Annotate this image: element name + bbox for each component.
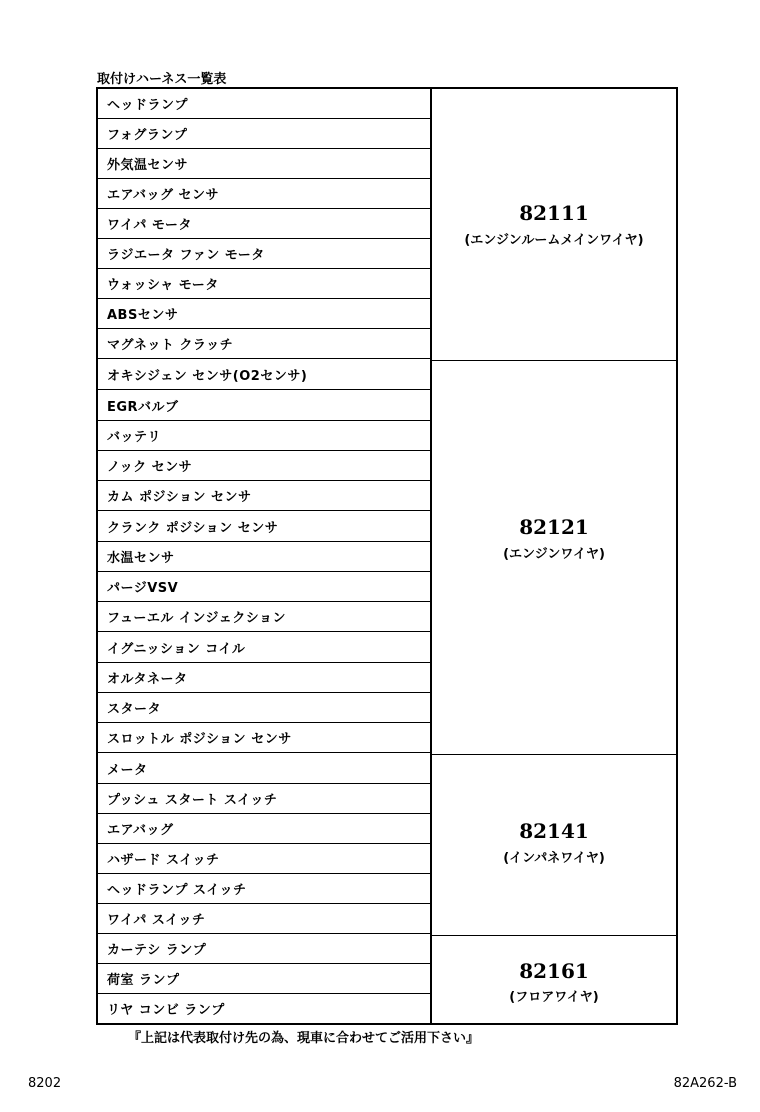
harness-name: (エンジンルームメインワイヤ)	[464, 233, 644, 248]
table-row: 外気温センサ	[98, 149, 430, 179]
harness-table	[96, 87, 678, 1025]
table-row: カム ポジション センサ	[98, 481, 430, 511]
figure-code: 82A262-B	[673, 1076, 737, 1091]
harness-column	[430, 89, 676, 1023]
harness-group	[432, 936, 676, 1023]
table-row: エアバッグ	[98, 814, 430, 844]
table-row: ABSセンサ	[98, 299, 430, 329]
table-row: カーテシ ランプ	[98, 934, 430, 964]
harness-group	[432, 361, 676, 755]
table-row: スロットル ポジション センサ	[98, 723, 430, 753]
table-row: リヤ コンビ ランプ	[107, 1003, 225, 1018]
table-title: 取付けハーネス一覧表	[97, 72, 227, 87]
table-row: ワイパ モータ	[98, 209, 430, 239]
table-row: 荷室 ランプ	[98, 964, 430, 994]
table-row: フォグランプ	[98, 119, 430, 149]
table-row: ワイパ スイッチ	[98, 904, 430, 934]
harness-name: (インパネワイヤ)	[503, 851, 605, 866]
table-row: バッテリ	[98, 421, 430, 451]
harness-name: (エンジンワイヤ)	[503, 547, 605, 562]
harness-group	[432, 89, 676, 361]
table-row: ハザード スイッチ	[98, 844, 430, 874]
table-row: ヘッドランプ スイッチ	[98, 874, 430, 904]
table-row: オルタネータ	[98, 663, 430, 693]
table-row: EGRバルブ	[98, 390, 430, 421]
page-code: 8202	[28, 1076, 62, 1091]
table-row: プッシュ スタート スイッチ	[98, 784, 430, 814]
table-row: メータ	[98, 753, 430, 784]
harness-name: (フロアワイヤ)	[509, 990, 599, 1005]
table-row: ラジエータ ファン モータ	[98, 239, 430, 269]
table-row: マグネット クラッチ	[98, 329, 430, 359]
harness-code: 82161	[519, 959, 589, 983]
harness-code: 82141	[519, 819, 589, 843]
usage-note: 『上記は代表取付け先の為、現車に合わせてご活用下さい』	[128, 1031, 480, 1046]
table-row: ヘッドランプ	[98, 89, 430, 119]
table-row: オキシジェン センサ(O2センサ)	[98, 359, 430, 390]
harness-code: 82111	[519, 201, 589, 225]
table-row: スタータ	[98, 693, 430, 723]
harness-code: 82121	[519, 515, 589, 539]
table-row: パージVSV	[98, 572, 430, 602]
table-row: エアバッグ センサ	[98, 179, 430, 209]
table-row: クランク ポジション センサ	[98, 511, 430, 542]
table-row: ウォッシャ モータ	[98, 269, 430, 299]
table-row: 水温センサ	[98, 542, 430, 572]
table-row: フューエル インジェクション	[98, 602, 430, 632]
harness-group	[432, 755, 676, 936]
table-row: ノック センサ	[98, 451, 430, 481]
table-row: イグニッション コイル	[98, 632, 430, 663]
